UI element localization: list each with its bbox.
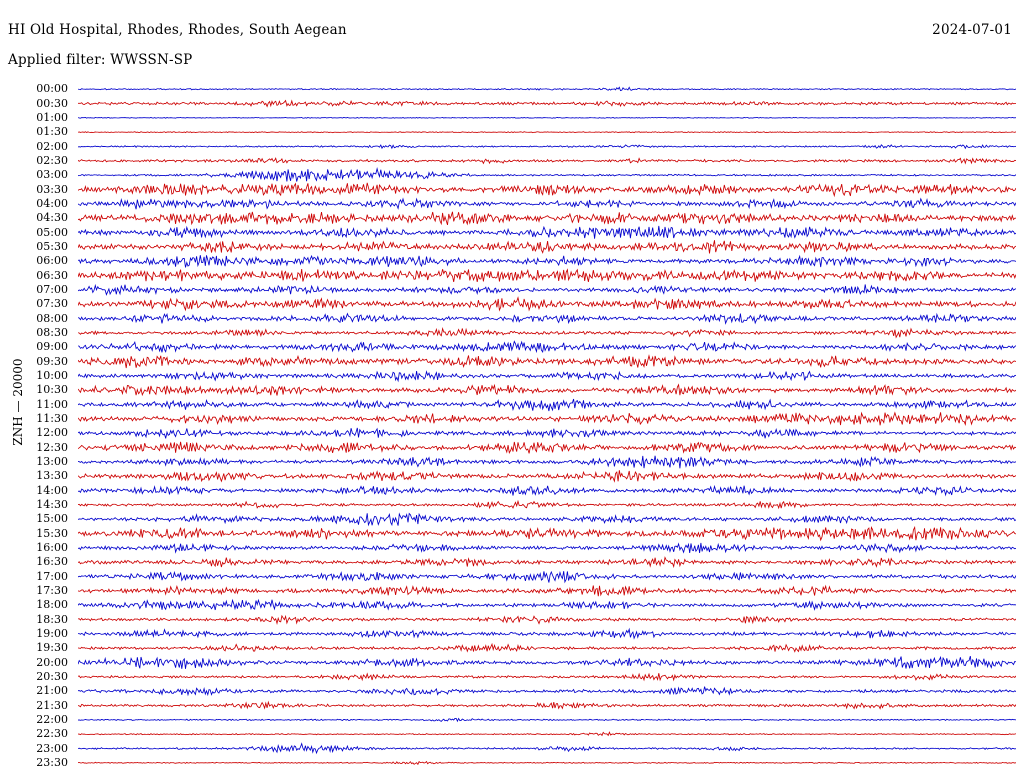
trace-row [78, 385, 1016, 396]
time-label: 23:30 [36, 755, 68, 769]
time-label: 03:00 [36, 168, 68, 182]
time-label: 08:00 [36, 311, 68, 325]
trace-row [78, 314, 1016, 324]
trace-row [78, 616, 1016, 624]
time-label: 11:00 [36, 397, 68, 411]
trace-row [78, 212, 1016, 225]
time-label: 08:30 [36, 325, 68, 339]
time-label: 22:30 [36, 727, 68, 741]
trace-row [78, 355, 1016, 368]
time-label: 22:00 [36, 712, 68, 726]
trace-canvas [78, 82, 1016, 770]
time-label: 19:30 [36, 641, 68, 655]
time-label: 12:30 [36, 440, 68, 454]
trace-row [78, 341, 1016, 352]
trace-row [78, 442, 1016, 453]
time-label: 02:00 [36, 139, 68, 153]
applied-filter-label: Applied filter: WWSSN-SP [8, 52, 193, 68]
trace-row [78, 399, 1016, 411]
trace-row [78, 255, 1016, 267]
trace-row [78, 145, 1016, 148]
time-label: 17:30 [36, 583, 68, 597]
trace-row [78, 269, 1016, 282]
trace-row [78, 412, 1016, 425]
time-label: 06:00 [36, 254, 68, 268]
time-label: 07:00 [36, 282, 68, 296]
trace-row [78, 169, 1016, 182]
trace-row [78, 87, 1016, 90]
y-axis-label: ZNH — 20000 [11, 358, 25, 446]
trace-row [78, 571, 1016, 582]
trace-row [78, 486, 1016, 496]
trace-row [78, 558, 1016, 568]
trace-row [78, 240, 1016, 253]
time-label: 16:30 [36, 555, 68, 569]
trace-row [78, 456, 1016, 469]
time-label: 05:30 [36, 239, 68, 253]
time-label: 01:30 [36, 125, 68, 139]
trace-row [78, 673, 1016, 680]
trace-row [78, 543, 1016, 553]
trace-row [78, 644, 1016, 651]
time-label: 11:30 [36, 411, 68, 425]
trace-row [78, 629, 1016, 638]
time-label: 00:00 [36, 82, 68, 96]
time-axis-labels [0, 82, 74, 770]
time-label: 12:00 [36, 426, 68, 440]
time-label: 10:00 [36, 368, 68, 382]
time-label: 18:00 [36, 598, 68, 612]
trace-row [78, 527, 1016, 540]
time-label: 15:30 [36, 526, 68, 540]
trace-row [78, 298, 1016, 310]
trace-row [78, 656, 1016, 669]
time-label: 20:00 [36, 655, 68, 669]
time-label: 06:30 [36, 268, 68, 282]
time-label: 09:30 [36, 354, 68, 368]
trace-row [78, 513, 1016, 525]
time-label: 04:00 [36, 196, 68, 210]
trace-row [78, 132, 1016, 133]
trace-svg [78, 82, 1016, 770]
trace-row [78, 744, 1016, 753]
trace-row [78, 501, 1016, 508]
trace-row [78, 328, 1016, 337]
time-label: 18:30 [36, 612, 68, 626]
trace-row [78, 158, 1016, 163]
trace-row [78, 732, 1016, 735]
time-label: 16:00 [36, 540, 68, 554]
trace-row [78, 600, 1016, 610]
time-label: 10:30 [36, 383, 68, 397]
time-label: 17:00 [36, 569, 68, 583]
trace-row [78, 284, 1016, 294]
trace-row [78, 371, 1016, 381]
trace-row [78, 183, 1016, 196]
time-label: 21:00 [36, 684, 68, 698]
time-label: 14:00 [36, 483, 68, 497]
time-label: 23:00 [36, 741, 68, 755]
trace-row [78, 718, 1016, 721]
trace-row [78, 428, 1016, 438]
trace-row [78, 199, 1016, 209]
trace-row [78, 226, 1016, 239]
trace-row [78, 117, 1016, 118]
trace-row [78, 702, 1016, 708]
time-label: 13:00 [36, 454, 68, 468]
time-label: 14:30 [36, 497, 68, 511]
time-label: 20:30 [36, 669, 68, 683]
trace-row [78, 470, 1016, 481]
time-label: 01:00 [36, 110, 68, 124]
trace-row [78, 762, 1016, 765]
time-label: 09:00 [36, 340, 68, 354]
time-label: 13:30 [36, 469, 68, 483]
time-label: 21:30 [36, 698, 68, 712]
time-label: 19:00 [36, 626, 68, 640]
time-label: 15:00 [36, 512, 68, 526]
trace-row [78, 586, 1016, 597]
time-label: 04:30 [36, 211, 68, 225]
time-label: 03:30 [36, 182, 68, 196]
time-label: 05:00 [36, 225, 68, 239]
date-label: 2024-07-01 [932, 22, 1012, 38]
time-label: 00:30 [36, 96, 68, 110]
station-title: HI Old Hospital, Rhodes, Rhodes, South Aegean [8, 22, 347, 38]
trace-row [78, 101, 1016, 107]
trace-row [78, 687, 1016, 695]
time-label: 02:30 [36, 153, 68, 167]
time-label: 07:30 [36, 297, 68, 311]
